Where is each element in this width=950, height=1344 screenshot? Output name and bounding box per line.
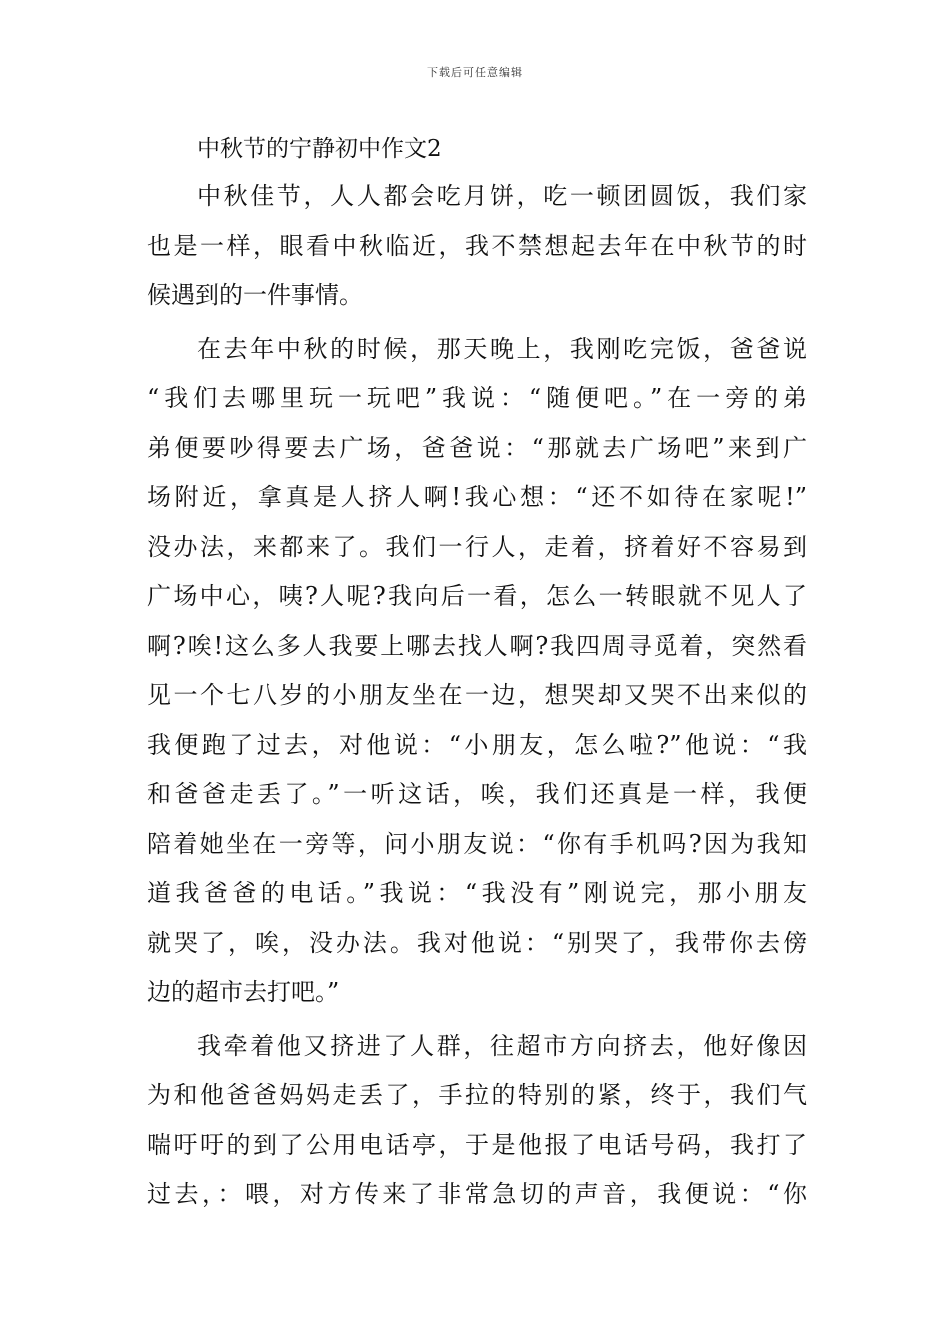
paragraph-2 (147, 325, 807, 1018)
document-body (147, 126, 807, 1220)
text-line: 边的超市去打吧。” (147, 978, 340, 1006)
text-line: 为和他爸爸妈妈走丢了，手拉的特别的紧，终于，我们气 (147, 1081, 807, 1109)
text-line: “我们去哪里玩一玩吧”我说：“随便吧。”在一旁的弟 (147, 384, 807, 412)
text-line: 广场中心，咦?人呢?我向后一看，怎么一转眼就不见人了 (147, 582, 807, 610)
text-line: 没办法，来都来了。我们一行人，走着，挤着好不容易到 (147, 532, 807, 561)
paragraph-1 (147, 172, 807, 321)
page-header-note: 下载后可任意编辑 (427, 66, 523, 79)
text-line: 场附近，拿真是人挤人啊!我心想：“还不如待在家呢!” (147, 483, 807, 511)
text-line: 候遇到的一件事情。 (147, 281, 363, 309)
text-line: 喘吁吁的到了公用电话亭，于是他报了电话号码，我打了 (147, 1130, 807, 1159)
text-line: 在去年中秋的时候，那天晚上，我刚吃完饭，爸爸说 (197, 334, 807, 363)
text-line: 弟便要吵得要去广场，爸爸说：“那就去广场吧”来到广 (147, 433, 807, 462)
text-line: 也是一样，眼看中秋临近，我不禁想起去年在中秋节的时 (147, 231, 807, 260)
text-line: 见一个七八岁的小朋友坐在一边，想哭却又哭不出来似的 (147, 681, 807, 709)
text-line: 过去，：喂，对方传来了非常急切的声音，我便说：“你 (147, 1180, 807, 1208)
text-line: 啊?唉!这么多人我要上哪去找人啊?我四周寻觅着，突然看 (147, 631, 807, 660)
text-line: 我便跑了过去，对他说：“小朋友，怎么啦?”他说：“我 (147, 730, 807, 759)
text-line: 我牵着他又挤进了人群，往超市方向挤去，他好像因 (197, 1031, 807, 1060)
text-line: 和爸爸走丢了。”一听这话，唉，我们还真是一样，我便 (147, 780, 807, 808)
text-line: 道我爸爸的电话。”我说：“我没有”刚说完，那小朋友 (147, 879, 807, 907)
essay-title: 中秋节的宁静初中作文2 (197, 136, 442, 162)
text-line: 中秋佳节，人人都会吃月饼，吃一顿团圆饭，我们家 (197, 182, 807, 210)
paragraph-3 (147, 1022, 807, 1220)
text-line: 陪着她坐在一旁等，问小朋友说：“你有手机吗?因为我知 (147, 829, 807, 858)
text-line: 就哭了，唉，没办法。我对他说：“别哭了，我带你去傍 (147, 928, 807, 957)
